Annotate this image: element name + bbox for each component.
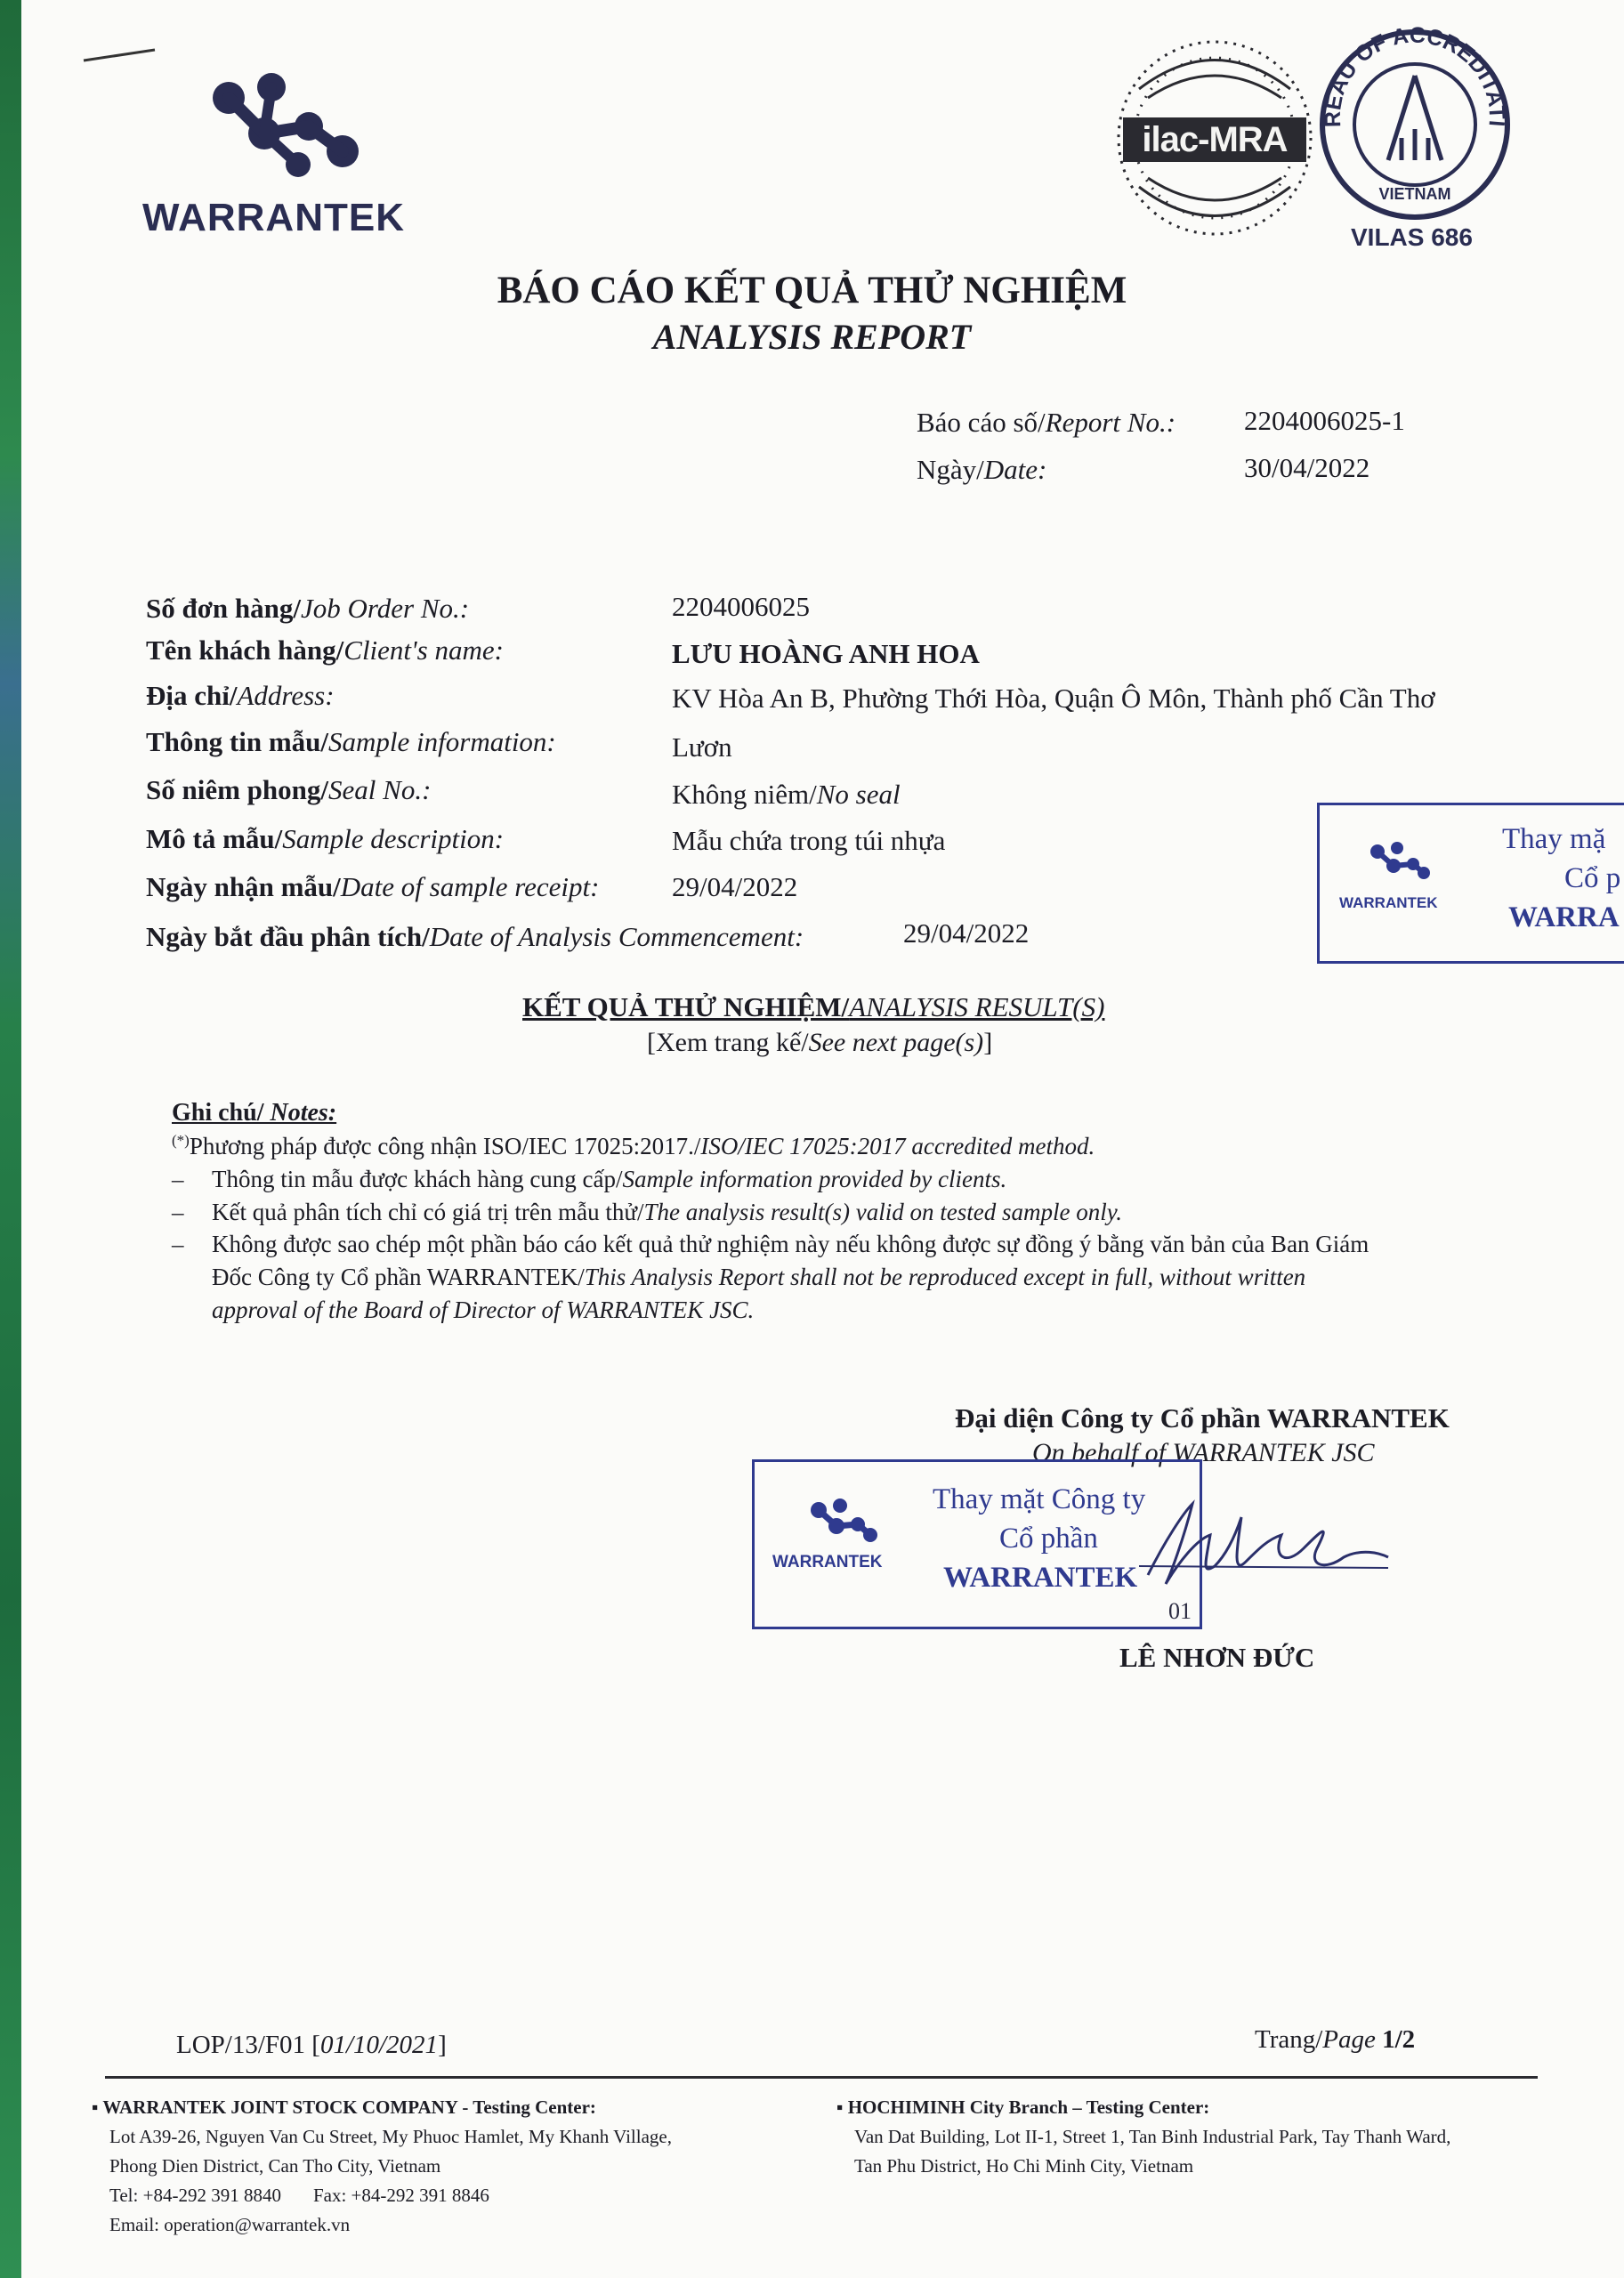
sample-info-label: Thông tin mẫu/Sample information: — [146, 726, 556, 757]
footer-divider — [105, 2076, 1538, 2079]
note-item-3: – Kết quả phân tích chỉ có giá trị trên mẫu thử/The analysis result(s) valid on tested sample only. — [172, 1199, 1122, 1225]
stamp-brand: WARRANTEK — [1339, 894, 1438, 911]
client-name-value: LƯU HOÀNG ANH HOA — [672, 638, 980, 669]
boa-ring-text: REAU OF ACCREDITATI — [1320, 27, 1510, 128]
warrantek-logo-icon — [1369, 841, 1431, 881]
commencement-date-label: Ngày bắt đầu phân tích/Date of Analysis Commencement: — [146, 921, 804, 952]
stamp-line-1: Thay mặt Công ty — [933, 1483, 1146, 1515]
page-number: Trang/Page 1/2 — [1255, 2025, 1416, 2054]
stamp-line-3: WARRANTEK — [943, 1562, 1138, 1594]
stamp-line-3: WARRA — [1508, 901, 1620, 933]
stamp-number: 01 — [1168, 1598, 1192, 1624]
report-title-vi: BÁO CÁO KẾT QUẢ THỬ NGHIỆM — [497, 270, 1127, 311]
note-item-4: – Không được sao chép một phần báo cáo kết quả thử nghiệm này nếu không được sự đồng ý bằng văn bản của Ban Giám — [172, 1231, 1369, 1257]
results-heading: KẾT QUẢ THỬ NGHIỆM/ANALYSIS RESULT(S) — [522, 991, 1105, 1022]
address-label: Địa chỉ/Address: — [146, 680, 335, 711]
note-item-2: – Thông tin mẫu được khách hàng cung cấp/Sample information provided by clients. — [172, 1166, 1007, 1192]
job-order-label: Số đơn hàng/Job Order No.: — [146, 593, 470, 624]
footer-left: ▪ WARRANTEK JOINT STOCK COMPANY - Testing Center: Lot A39-26, Nguyen Van Cu Street, My Phuoc Hamlet, My Khanh Village, Phong Dien District, Can Tho City, Vietnam Tel: +84-292 391 8840 Fax: +84-292 391 8846 Email: operation@warrantek.vn — [92, 2096, 672, 2235]
warrantek-logo-icon — [808, 1498, 879, 1547]
report-date-value: 30/04/2022 — [1244, 452, 1370, 483]
ilac-mra-label: ilac-MRA — [1142, 120, 1288, 159]
ilac-mra-seal — [1112, 36, 1317, 240]
sample-info-value: Lươn — [672, 731, 732, 763]
results-see-next-page: [Xem trang kế/See next page(s)] — [647, 1028, 993, 1057]
signature-company-en: On behalf of WARRANTEK JSC — [1032, 1438, 1375, 1467]
report-no-value: 2204006025-1 — [1244, 405, 1405, 436]
sample-description-value: Mẫu chứa trong túi nhựa — [672, 825, 946, 856]
bullet-icon: ▪ — [836, 2096, 848, 2118]
handwritten-signature — [1130, 1477, 1397, 1611]
report-title-en: ANALYSIS REPORT — [652, 317, 972, 357]
footer-right: ▪ HOCHIMINH City Branch – Testing Center: Van Dat Building, Lot II-1, Street 1, Tan Binh Industrial Park, Tay Thanh Ward, Tan Phu District, Ho Chi Minh City, Vietnam — [836, 2096, 1451, 2177]
stamp-brand: WARRANTEK — [772, 1553, 883, 1571]
note-item-1: (*)Phương pháp được công nhận ISO/IEC 17025:2017./ISO/IEC 17025:2017 accredited method. — [172, 1132, 1095, 1159]
commencement-date-value: 29/04/2022 — [903, 917, 1030, 949]
client-name-label: Tên khách hàng/Client's name: — [146, 634, 504, 666]
boa-country: VIETNAM — [1378, 185, 1451, 203]
note-item-4-cont: Đốc Công ty Cổ phần WARRANTEK/This Analysis Report shall not be reproduced except in full, without written — [212, 1264, 1306, 1290]
brand-name: WARRANTEK — [142, 196, 405, 239]
note-item-4-cont-2: approval of the Board of Director of WARRANTEK JSC. — [212, 1297, 755, 1323]
stamp-line-2: Cổ p — [1564, 862, 1621, 894]
stamp-line-1: Thay mặ — [1502, 823, 1606, 855]
seal-no-label: Số niêm phong/Seal No.: — [146, 774, 432, 805]
boa-seal — [1317, 27, 1513, 222]
job-order-value: 2204006025 — [672, 591, 810, 622]
vilas-number: VILAS 686 — [1351, 223, 1473, 251]
signature-company-vi: Đại diện Công ty Cổ phần WARRANTEK — [955, 1402, 1450, 1434]
address-value: KV Hòa An B, Phường Thới Hòa, Quận Ô Môn, Thành phố Cần Thơ — [672, 683, 1435, 714]
receipt-date-label: Ngày nhận mẫu/Date of sample receipt: — [146, 871, 600, 902]
pen-mark — [80, 44, 160, 67]
seal-no-value: Không niêm/No seal — [672, 779, 901, 810]
signatory-name: LÊ NHƠN ĐỨC — [1119, 1642, 1315, 1673]
notes-heading: Ghi chú/ Notes: — [172, 1099, 337, 1127]
report-date-label: Ngày/Date: — [917, 454, 1047, 485]
warrantek-logo-icon — [209, 71, 378, 178]
company-stamp-partial — [1317, 803, 1624, 964]
receipt-date-value: 29/04/2022 — [672, 871, 798, 902]
report-no-label: Báo cáo số/Report No.: — [917, 407, 1176, 438]
sample-description-label: Mô tả mẫu/Sample description: — [146, 823, 505, 854]
form-code: LOP/13/F01 [01/10/2021] — [176, 2031, 447, 2059]
bullet-icon: ▪ — [92, 2096, 103, 2118]
stamp-line-2: Cổ phần — [999, 1523, 1098, 1555]
